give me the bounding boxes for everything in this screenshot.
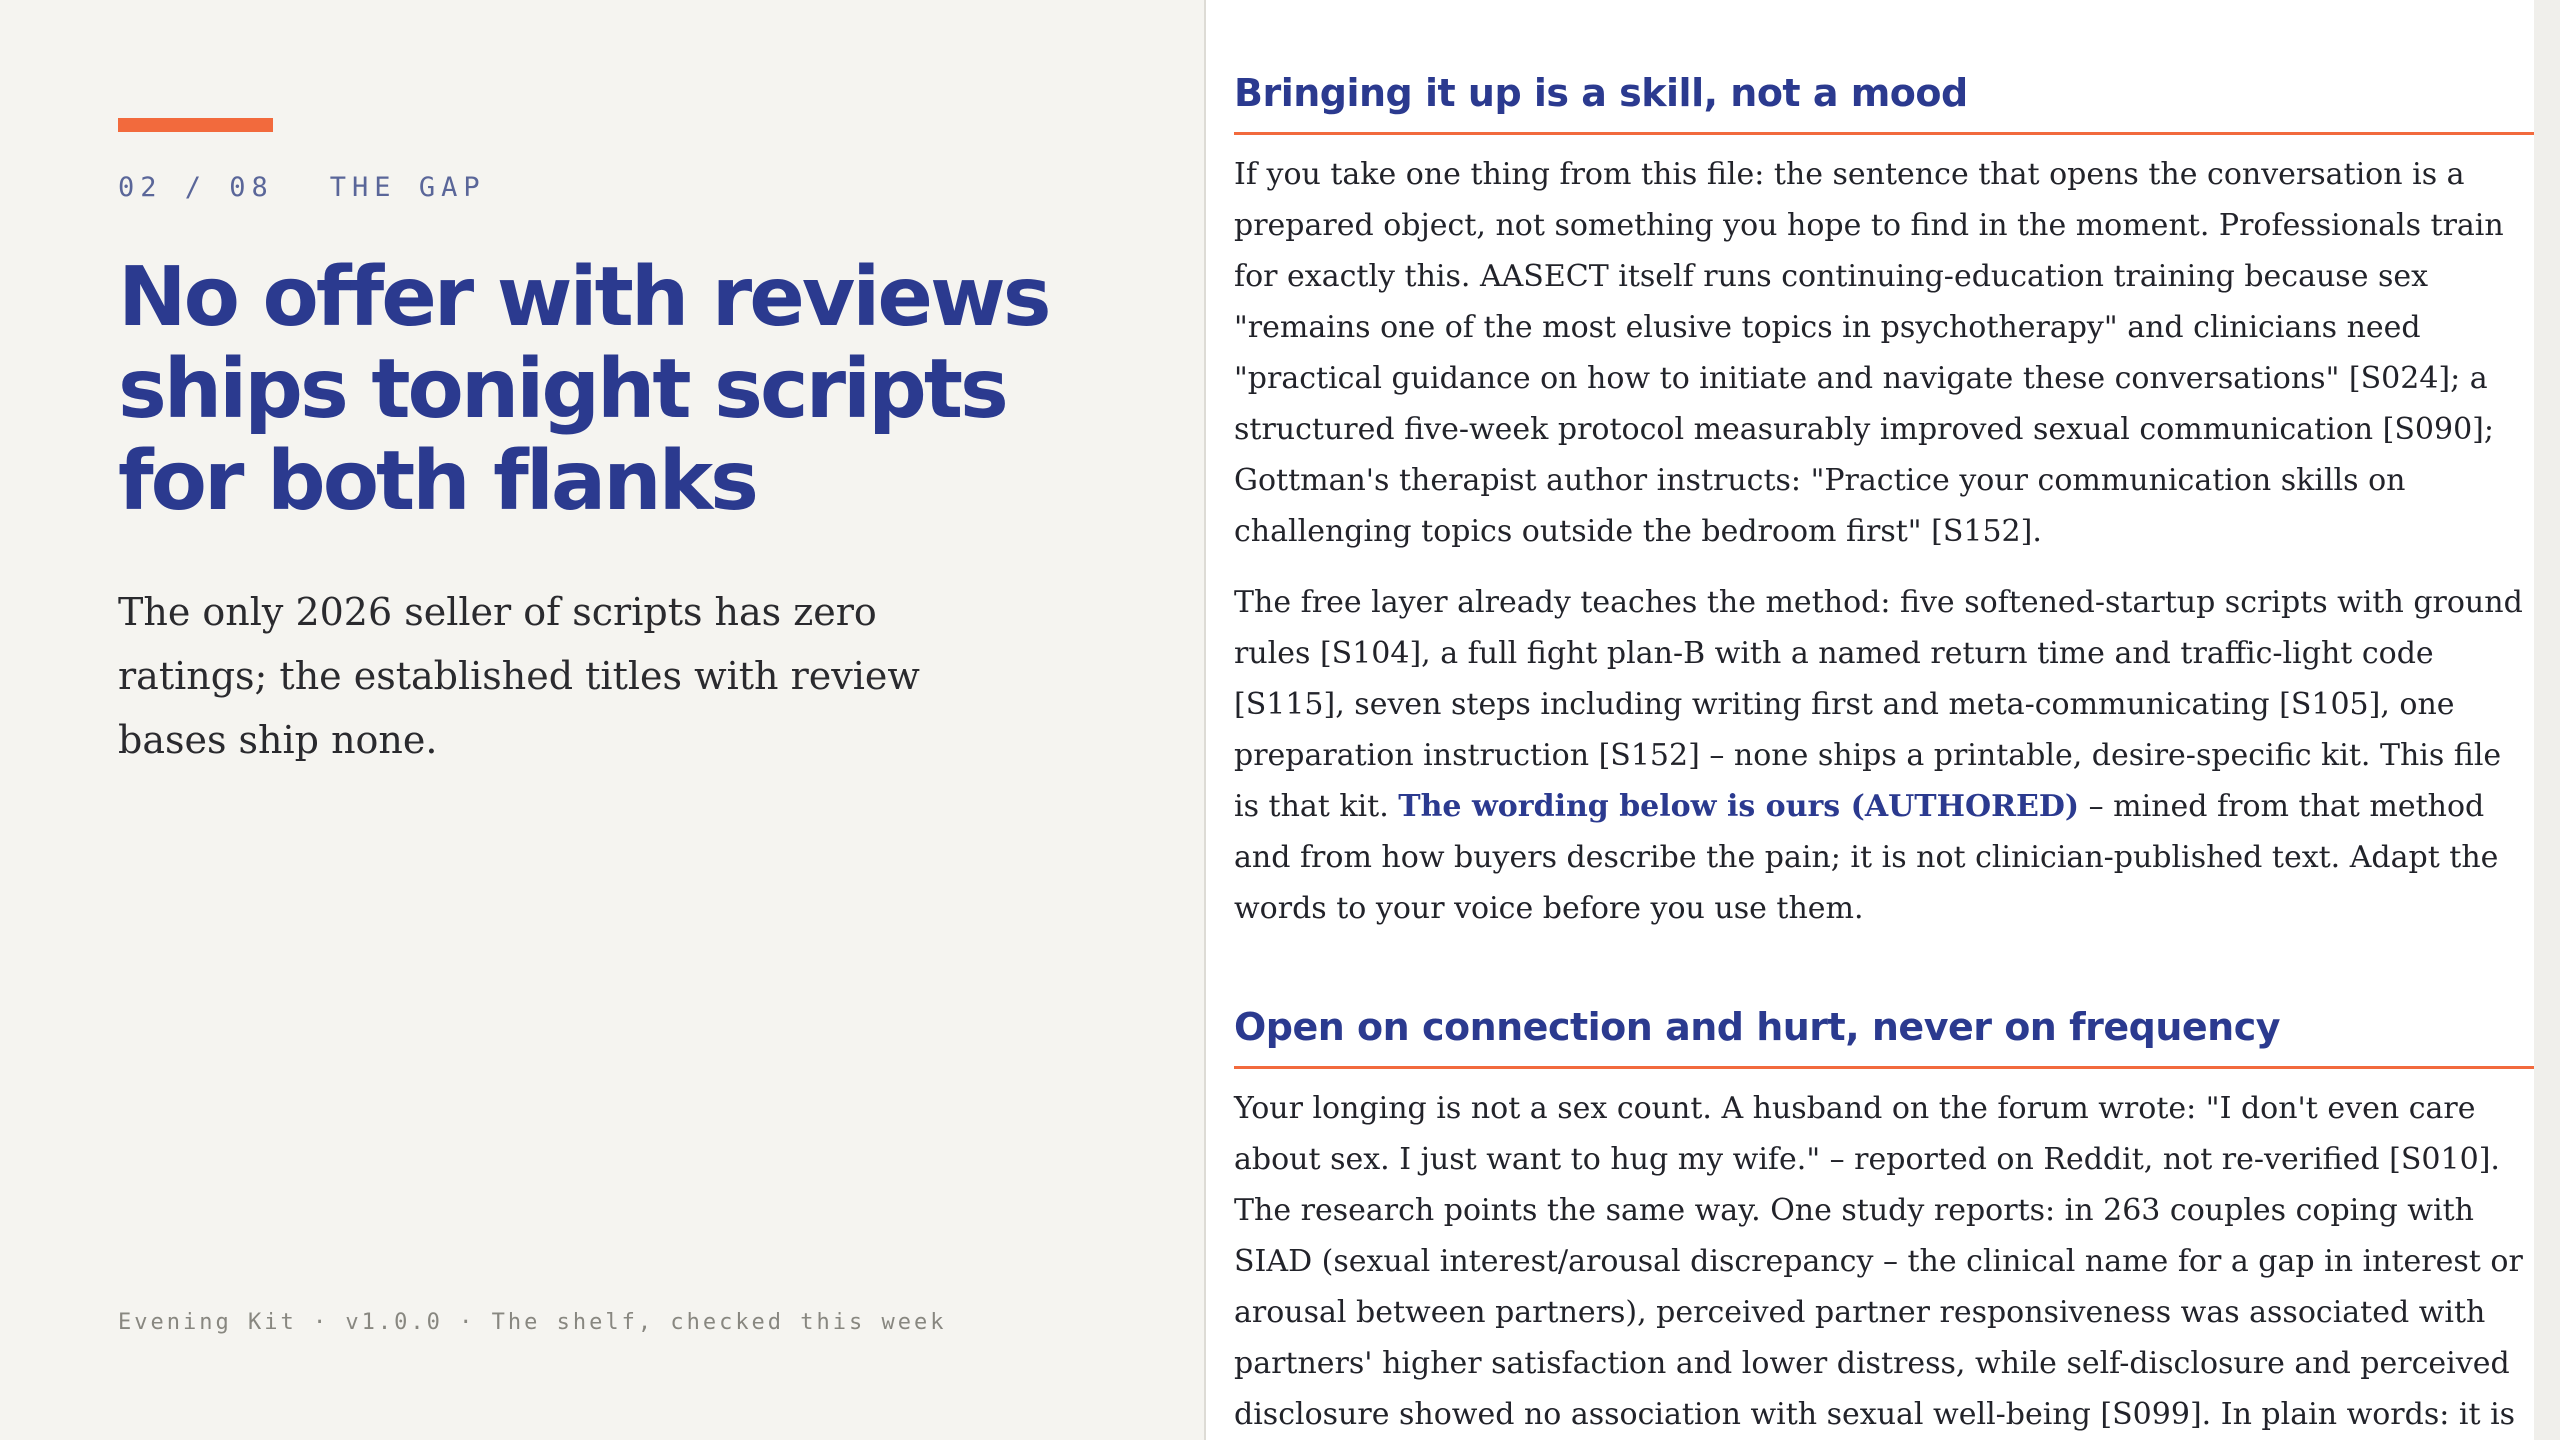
accent-bar bbox=[118, 118, 273, 132]
scrollbar-track[interactable] bbox=[2534, 0, 2560, 1440]
slide-footer: Evening Kit · v1.0.0 · The shelf, checked this week bbox=[118, 1310, 947, 1335]
slide-kicker bbox=[118, 172, 486, 203]
section-label: THE GAP bbox=[329, 172, 486, 203]
paragraph-skill-intro: If you take one thing from this file: the sentence that opens the conversation is a prepared object, not something you hope to find in the moment. Professionals train for exactly this. AASECT itself runs continuing-education training because sex "remains one of the most elusive topics in psychotherapy" and clinicians need "practical guidance on how to initiate and navigate these conversations" [S024]; a structured five-week protocol measurably improved sexual communication [S090]; Gottman's therapist author instructs: "Practice your communication skills on challenging topics outside the bedroom first" [S152]. bbox=[1234, 157, 2504, 549]
document-content bbox=[1234, 62, 2534, 1440]
slide-deck: The only 2026 seller of scripts has zero ratings; the established titles with review bases ship none. bbox=[118, 590, 920, 762]
section-heading-connection: Open on connection and hurt, never on frequency bbox=[1234, 996, 2534, 1069]
document-panel[interactable] bbox=[1206, 0, 2534, 1440]
paragraph-free-layer-tail: – mined from that method and from how buyers describe the pain; it is not clinician-published text. Adapt the words to your voice before you use them. bbox=[1234, 789, 2499, 926]
slide-headline: No offer with reviews ships tonight scripts for both flanks bbox=[118, 250, 1049, 529]
authored-highlight: The wording below is ours (AUTHORED) bbox=[1398, 789, 2080, 824]
paragraph-free-layer bbox=[1234, 577, 2534, 934]
title-panel bbox=[0, 0, 1204, 1440]
section-heading-skill: Bringing it up is a skill, not a mood bbox=[1234, 62, 2534, 135]
paragraph-connection: Your longing is not a sex count. A husband on the forum wrote: "I don't even care about sex. I just want to hug my wife." – reported on Reddit, not re-verified [S010]. The research points the same way. One study reports: in 263 couples coping with SIAD (sexual interest/arousal discrepancy – the clinical name for a gap in interest or arousal between partners), perceived partner responsiveness was associated with partners' higher satisfaction and lower distress, while self-disclosure and perceived disclosure showed no association with sexual well-being [S099]. In plain words: it is bbox=[1234, 1091, 2523, 1432]
paragraph-free-layer-text: The free layer already teaches the method: five softened-startup scripts with ground rules [S104], a full fight plan-B with a named return time and traffic-light code [S115], seven steps including writing first and meta-communicating [S105], one preparation instruction [S152] – none ships a printable, desire-specific kit. This file is that kit. bbox=[1234, 585, 2523, 824]
slide-number: 02 / 08 bbox=[118, 172, 274, 203]
